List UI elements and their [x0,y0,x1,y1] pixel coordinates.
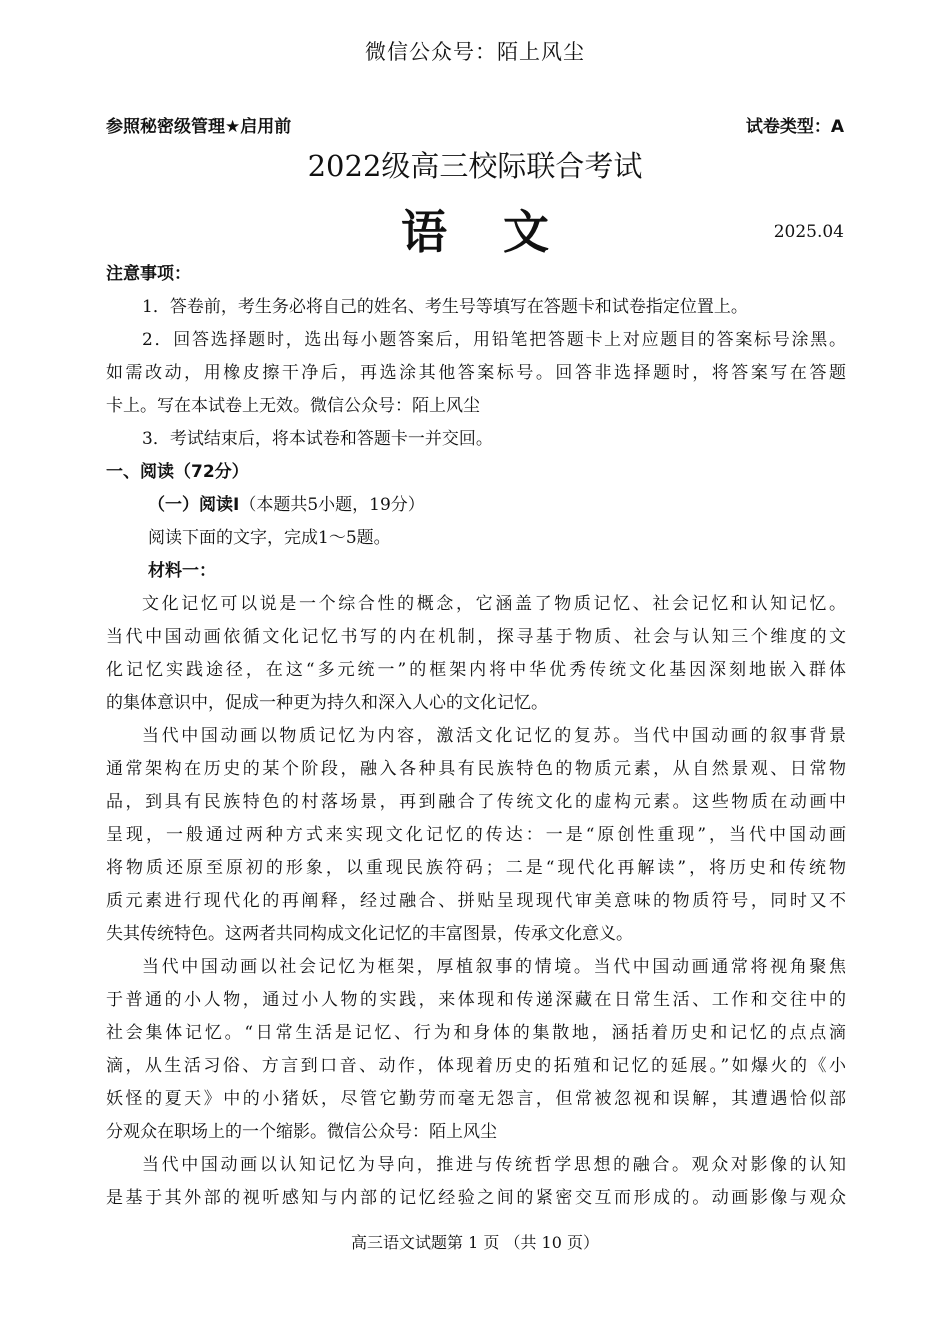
exam-date: 2025.04 [773,222,844,242]
notice-item-3: 3．考试结束后，将本试卷和答题卡一并交回。 [142,429,493,449]
watermark-top: 微信公众号：陌上风尘 [365,40,585,64]
paragraph-3-line: 滴，从生活习俗、方言到口音、动作，体现着历史的拓殖和记忆的延展。”如爆火的《小 [106,1056,846,1076]
paragraph-1-line: 文化记忆可以说是一个综合性的概念，它涵盖了物质记忆、社会记忆和认知记忆。 [142,594,846,614]
sub-section-heading [106,489,846,522]
section-heading: 一、阅读（72分） [106,462,249,482]
notice-heading: 注意事项： [106,264,191,284]
paragraph-3-line: 社会集体记忆。“日常生活是记忆、行为和身体的集散地，涵括着历史和记忆的点点滴 [106,1023,846,1043]
sub-section-info: （本题共5小题，19分） [239,495,425,515]
paragraph-2-line: 将物质还原至原初的形象，以重现民族符码；二是“现代化再解读”，将历史和传统物 [106,858,846,878]
paragraph-2-line: 失其传统特色。这两者共同构成文化记忆的丰富图景，传承文化意义。 [106,924,633,944]
notice-item-2-line-1: 2．回答选择题时，选出每小题答案后，用铅笔把答题卡上对应题目的答案标号涂黑。 [142,330,846,350]
paragraph-2-line: 通常架构在历史的某个阶段，融入各种具有民族特色的物质元素，从自然景观、日常物 [106,759,846,779]
paragraph-3-line: 当代中国动画以社会记忆为框架，厚植叙事的情境。当代中国动画通常将视角聚焦 [142,957,846,977]
paragraph-1-line: 化记忆实践途径，在这“多元统一”的框架内将中华优秀传统文化基因深刻地嵌入群体 [106,660,846,680]
paragraph-3-line: 分观众在职场上的一个缩影。微信公众号：陌上风尘 [106,1122,497,1142]
paper-type-label: 试卷类型：A [745,117,844,137]
reading-instruction: 阅读下面的文字，完成1～5题。 [148,528,391,548]
paragraph-3-line: 妖怪的夏天》中的小猪妖，尽管它勤劳而毫无怨言，但常被忽视和误解，其遭遇恰似部 [106,1089,846,1109]
paragraph-1-line: 当代中国动画依循文化记忆书写的内在机制，探寻基于物质、社会与认知三个维度的文 [106,627,846,647]
paragraph-1-line: 的集体意识中，促成一种更为持久和深入人心的文化记忆。 [106,693,548,713]
paragraph-2-line: 品，到具有民族特色的村落场景，再到融合了传统文化的虚构元素。这些物质在动画中 [106,792,846,812]
subject-title: 语文 [401,205,605,259]
notice-item-2-line-2: 如需改动，用橡皮擦干净后，再选涂其他答案标号。回答非选择题时，将答案写在答题 [106,363,846,383]
page-footer: 高三语文试题第 1 页 （共 10 页） [351,1233,599,1252]
paragraph-4-line: 当代中国动画以认知记忆为导向，推进与传统哲学思想的融合。观众对影像的认知 [142,1155,846,1175]
paragraph-2-line: 呈现，一般通过两种方式来实现文化记忆的传达：一是“原创性重现”，当代中国动画 [106,825,846,845]
paragraph-3-line: 于普通的小人物，通过小人物的实践，来体现和传递深藏在日常生活、工作和交往中的 [106,990,846,1010]
notice-item-1: 1．答卷前，考生务必将自己的姓名、考生号等填写在答题卡和试卷指定位置上。 [142,297,748,317]
paragraph-4-line: 是基于其外部的视听感知与内部的记忆经验之间的紧密交互而形成的。动画影像与观众 [106,1188,846,1208]
paragraph-2-line: 质元素进行现代化的再阐释，经过融合、拼贴呈现现代审美意味的物质符号，同时又不 [106,891,846,911]
material-label: 材料一： [148,561,216,581]
notice-item-2-line-3: 卡上。写在本试卷上无效。微信公众号：陌上风尘 [106,396,480,416]
confidentiality-label: 参照秘密级管理★启用前 [106,117,292,137]
paragraph-2-line: 当代中国动画以物质记忆为内容，激活文化记忆的复苏。当代中国动画的叙事背景 [142,726,846,746]
exam-body [106,258,846,1215]
sub-section-title: （一）阅读Ⅰ [148,495,240,515]
exam-title: 2022级高三校际联合考试 [307,149,643,183]
